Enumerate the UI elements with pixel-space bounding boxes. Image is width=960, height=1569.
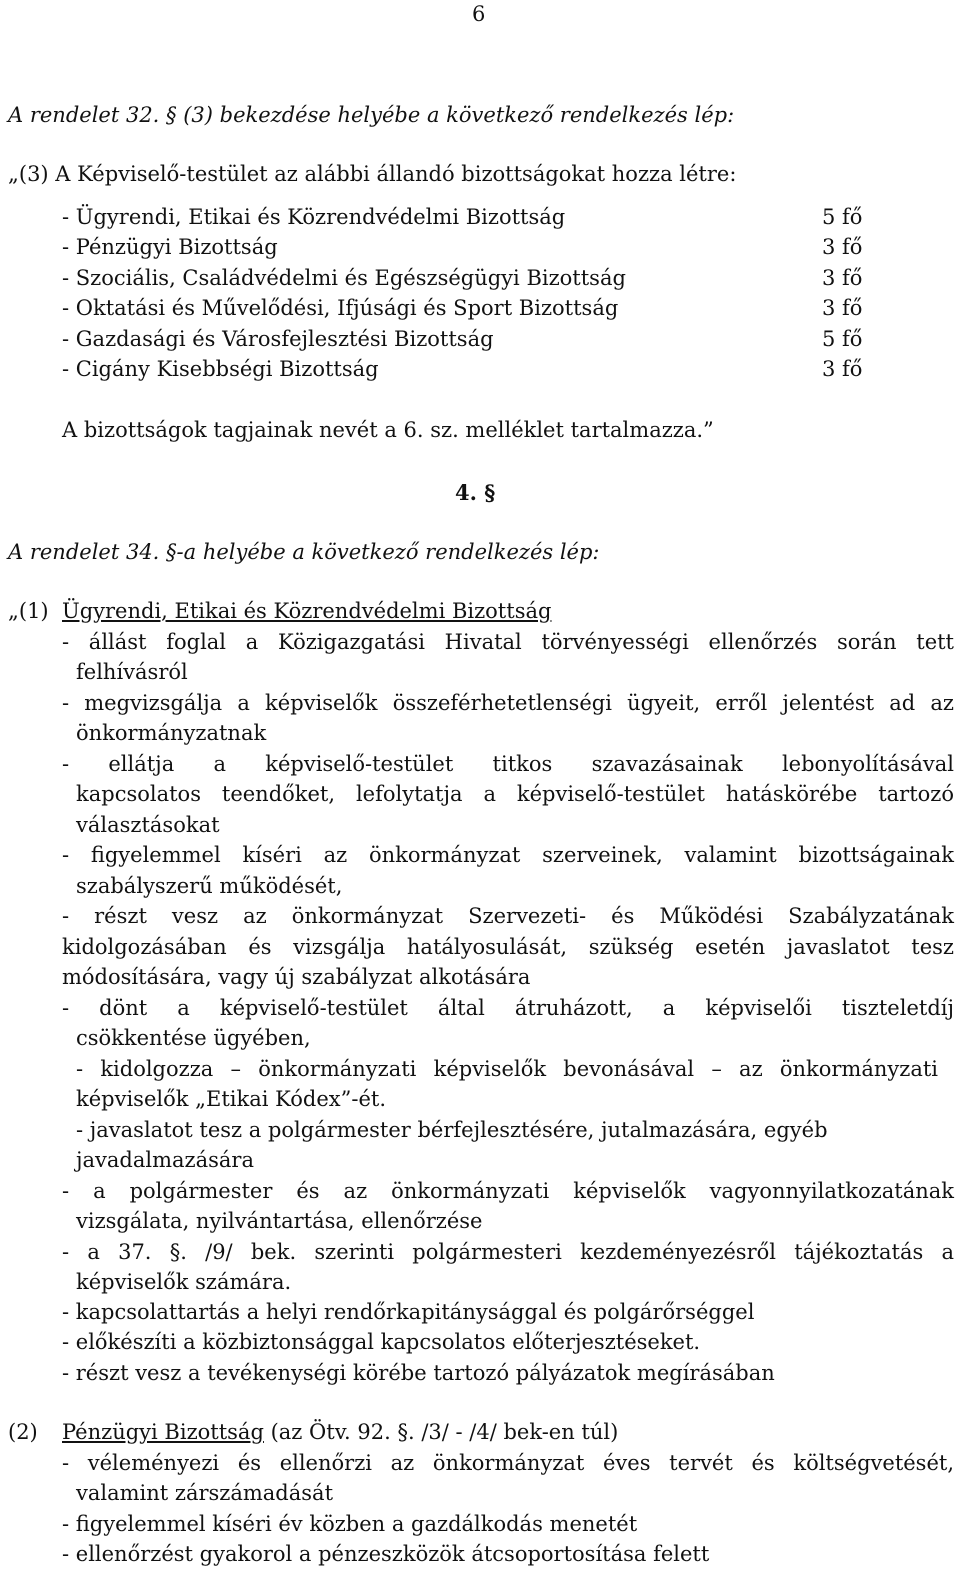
p1-line: szabályszerű működését, [76, 874, 343, 898]
paragraph-2-title: Pénzügyi Bizottság [62, 1420, 264, 1444]
committee-name: - Gazdasági és Városfejlesztési Bizottság [62, 327, 494, 351]
p1-line: - részt vesz a tevékenységi körébe tartozó pályázatok megírásában [62, 1361, 775, 1385]
p1-line: módosítására, vagy új szabályzat alkotására [62, 965, 531, 989]
committee-name: - Cigány Kisebbségi Bizottság [62, 357, 379, 381]
p1-line: - részt vesz az önkormányzat Szervezeti- és Működési Szabályzatának [62, 904, 954, 928]
p1-line: kidolgozásában és vizsgálja hatályosulását, szükség esetén javaslatot tesz [62, 935, 954, 959]
paragraph-1-title: Ügyrendi, Etikai és Közrendvédelmi Bizottság [62, 599, 552, 623]
p1-line: - előkészíti a közbiztonsággal kapcsolatos előterjesztéseket. [62, 1330, 701, 1354]
p1-line: önkormányzatnak [76, 721, 267, 745]
p1-line: felhívásról [76, 660, 188, 684]
p1-line: - dönt a képviselő-testület által átruházott, a képviselői tiszteletdíj [62, 996, 954, 1020]
committee-size: 3 fő [822, 235, 863, 259]
p1-line: - ellátja a képviselő-testület titkos szavazásainak lebonyolításával [62, 752, 954, 776]
committee-name: - Pénzügyi Bizottság [62, 235, 278, 259]
committee-name: - Ügyrendi, Etikai és Közrendvédelmi Bizottság [62, 205, 566, 229]
p1-line: - kidolgozza – önkormányzati képviselők bevonásával – az önkormányzati [76, 1057, 938, 1081]
p1-line: kapcsolatos teendőket, lefolytatja a képviselő-testület hatáskörébe tartozó [76, 782, 954, 806]
paragraph-1-number: „(1) [8, 599, 49, 623]
amendment-32-closing: A bizottságok tagjainak nevét a 6. sz. melléklet tartalmazza.” [62, 418, 714, 442]
p1-line: - a polgármester és az önkormányzati képviselők vagyonnyilatkozatának [62, 1179, 954, 1203]
committee-name: - Oktatási és Művelődési, Ifjúsági és Sport Bizottság [62, 296, 619, 320]
p1-line: vizsgálata, nyilvántartása, ellenőrzése [76, 1209, 483, 1233]
committee-name: - Szociális, Családvédelmi és Egészségügyi Bizottság [62, 266, 626, 290]
amendment-32-intro: A rendelet 32. § (3) bekezdése helyébe a következő rendelkezés lép: [8, 103, 735, 127]
committee-size: 5 fő [822, 205, 863, 229]
p2-line: - ellenőrzést gyakorol a pénzeszközök átcsoportosítása felett [62, 1542, 710, 1566]
p1-line: - megvizsgálja a képviselők összeférhetetlenségi ügyeit, erről jelentést ad az [62, 691, 954, 715]
page-number: 6 [472, 2, 486, 26]
paragraph-2-heading [62, 1418, 618, 1446]
committee-size: 3 fő [822, 296, 863, 320]
paragraph-2-title-suffix: (az Ötv. 92. §. /3/ - /4/ bek-en túl) [263, 1420, 619, 1444]
p2-line: - figyelemmel kíséri év közben a gazdálkodás menetét [62, 1512, 638, 1536]
p1-line: - kapcsolattartás a helyi rendőrkapitánysággal és polgárőrséggel [62, 1300, 755, 1324]
p1-line: - állást foglal a Közigazgatási Hivatal törvényességi ellenőrzés során tett [62, 630, 954, 654]
committee-size: 3 fő [822, 266, 863, 290]
section-heading: 4. § [455, 480, 496, 505]
p1-line: csökkentése ügyében, [76, 1026, 311, 1050]
p2-line: valamint zárszámadását [76, 1481, 334, 1505]
p1-line: - a 37. §. /9/ bek. szerinti polgármesteri kezdeményezésről tájékoztatás a [62, 1240, 954, 1264]
paragraph-2-number: (2) [8, 1420, 38, 1444]
p1-line: javadalmazására [76, 1148, 254, 1172]
p1-line: - figyelemmel kíséri az önkormányzat szerveinek, valamint bizottságainak [62, 843, 954, 867]
p1-line: képviselők számára. [76, 1270, 292, 1294]
amendment-34-intro: A rendelet 34. §-a helyébe a következő rendelkezés lép: [8, 540, 600, 564]
p2-line: - véleményezi és ellenőrzi az önkormányzat éves tervét és költségvetését, [62, 1451, 954, 1475]
committee-size: 3 fő [822, 357, 863, 381]
committee-size: 5 fő [822, 327, 863, 351]
p1-line: választásokat [76, 813, 220, 837]
p1-line: - javaslatot tesz a polgármester bérfejlesztésére, jutalmazására, egyéb [76, 1118, 828, 1142]
amendment-32-lead: „(3) A Képviselő-testület az alábbi állandó bizottságokat hozza létre: [8, 162, 737, 186]
p1-line: képviselők „Etikai Kódex”-ét. [76, 1087, 386, 1111]
